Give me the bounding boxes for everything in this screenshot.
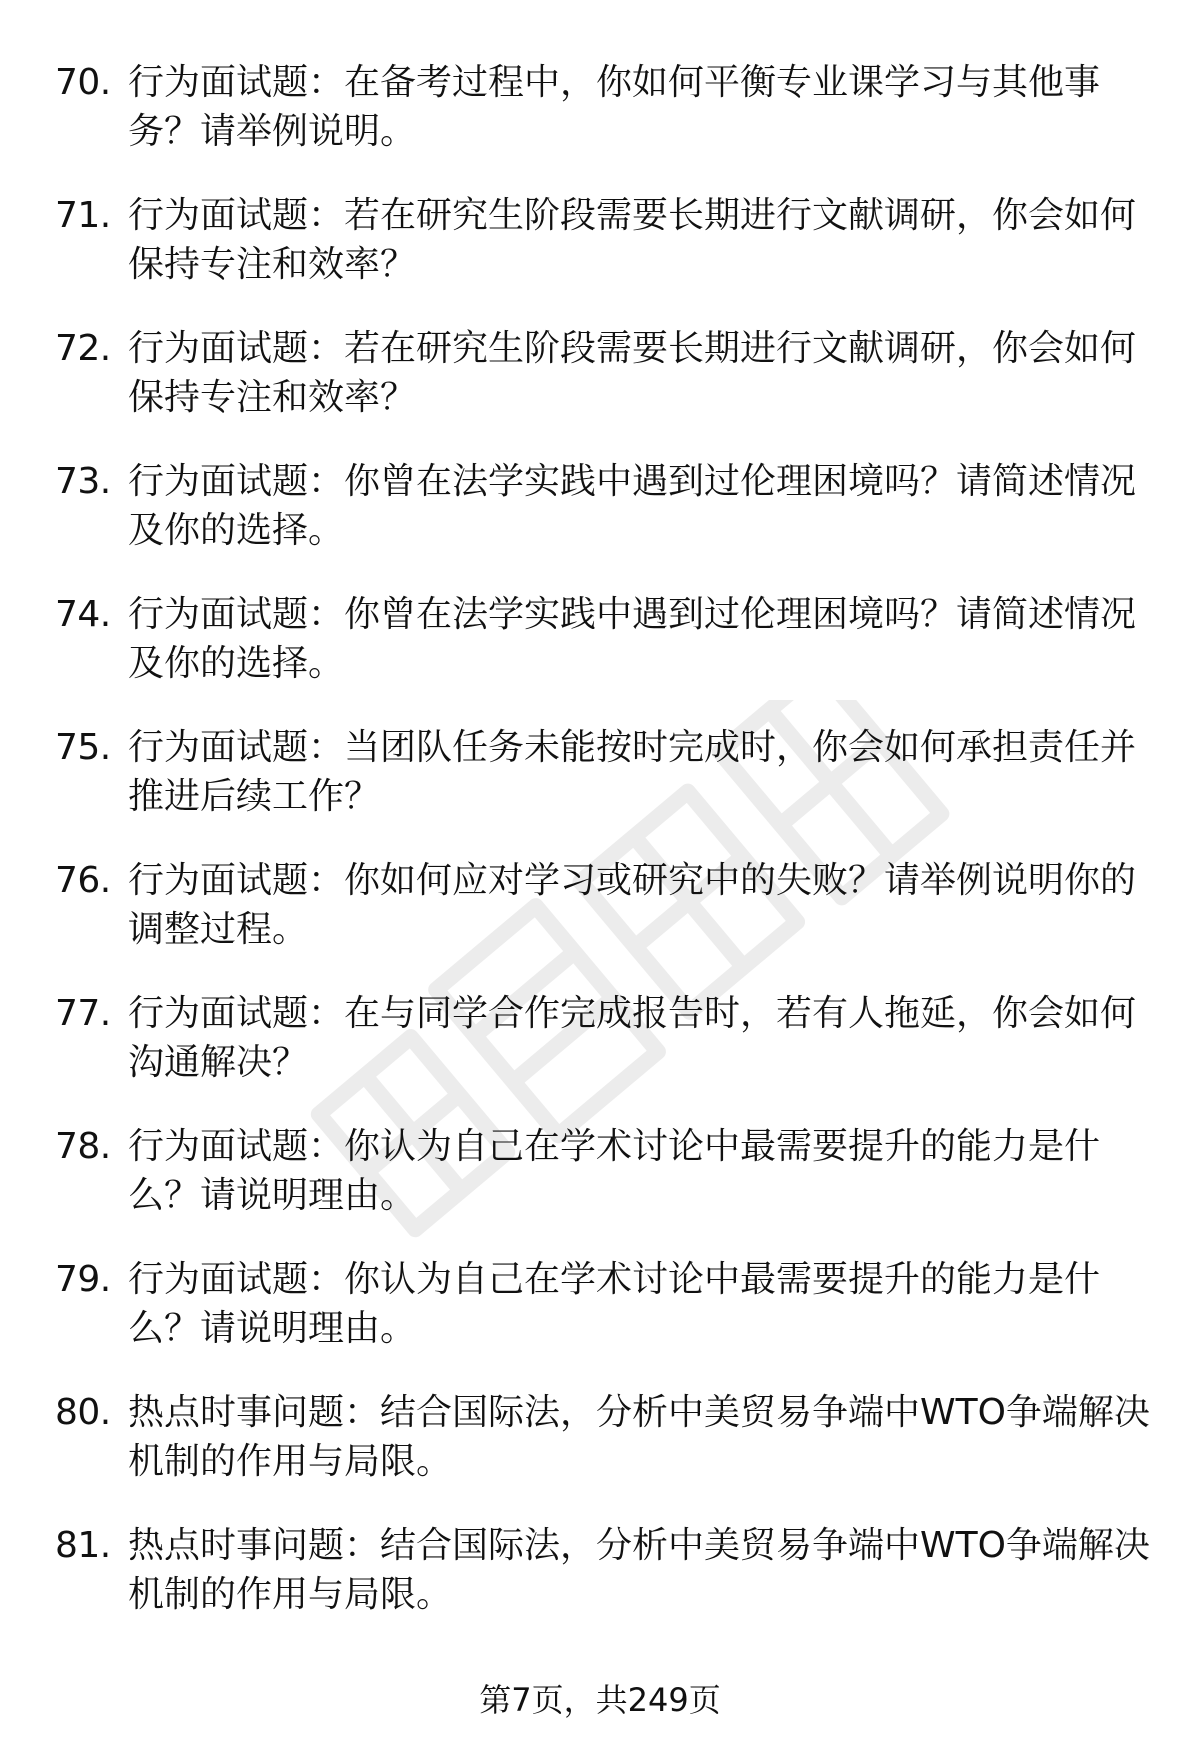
question-number: 71.: [55, 195, 111, 236]
page-footer: 第7页，共249页: [479, 1681, 721, 1719]
list-item: [0, 1521, 1200, 1654]
question-number: 72.: [55, 328, 111, 369]
list-item: [0, 58, 1200, 191]
question-number: 75.: [55, 727, 111, 768]
question-text: 行为面试题：在备考过程中，你如何平衡专业课学习与其他事务？请举例说明。: [128, 62, 1101, 152]
question-number: 76.: [55, 860, 111, 901]
question-text: 行为面试题：你曾在法学实践中遇到过伦理困境吗？请简述情况及你的选择。: [128, 594, 1137, 684]
question-number: 78.: [55, 1126, 111, 1167]
list-item: [0, 1388, 1200, 1521]
question-text: 行为面试题：若在研究生阶段需要长期进行文献调研，你会如何保持专注和效率？: [128, 328, 1137, 418]
question-text: 行为面试题：若在研究生阶段需要长期进行文献调研，你会如何保持专注和效率？: [128, 195, 1137, 285]
question-list: [0, 58, 1200, 1654]
question-number: 70.: [55, 62, 111, 103]
question-number: 73.: [55, 461, 111, 502]
question-number: 79.: [55, 1259, 111, 1300]
question-number: 80.: [55, 1392, 111, 1433]
question-text: 行为面试题：你认为自己在学术讨论中最需要提升的能力是什么？请说明理由。: [128, 1126, 1101, 1216]
question-text: 行为面试题：在与同学合作完成报告时，若有人拖延，你会如何沟通解决？: [128, 993, 1137, 1083]
list-item: [0, 989, 1200, 1122]
question-text: 热点时事问题：结合国际法，分析中美贸易争端中WTO争端解决机制的作用与局限。: [128, 1525, 1150, 1615]
list-item: [0, 723, 1200, 856]
question-text: 行为面试题：你认为自己在学术讨论中最需要提升的能力是什么？请说明理由。: [128, 1259, 1101, 1349]
list-item: [0, 191, 1200, 324]
list-item: [0, 856, 1200, 989]
list-item: [0, 324, 1200, 457]
question-text: 热点时事问题：结合国际法，分析中美贸易争端中WTO争端解决机制的作用与局限。: [128, 1392, 1150, 1482]
list-item: [0, 1255, 1200, 1388]
question-text: 行为面试题：你曾在法学实践中遇到过伦理困境吗？请简述情况及你的选择。: [128, 461, 1137, 551]
list-item: [0, 457, 1200, 590]
question-text: 行为面试题：你如何应对学习或研究中的失败？请举例说明你的调整过程。: [128, 860, 1137, 950]
question-number: 77.: [55, 993, 111, 1034]
question-number: 74.: [55, 594, 111, 635]
list-item: [0, 1122, 1200, 1255]
question-number: 81.: [55, 1525, 111, 1566]
question-text: 行为面试题：当团队任务未能按时完成时，你会如何承担责任并推进后续工作？: [128, 727, 1137, 817]
list-item: [0, 590, 1200, 723]
